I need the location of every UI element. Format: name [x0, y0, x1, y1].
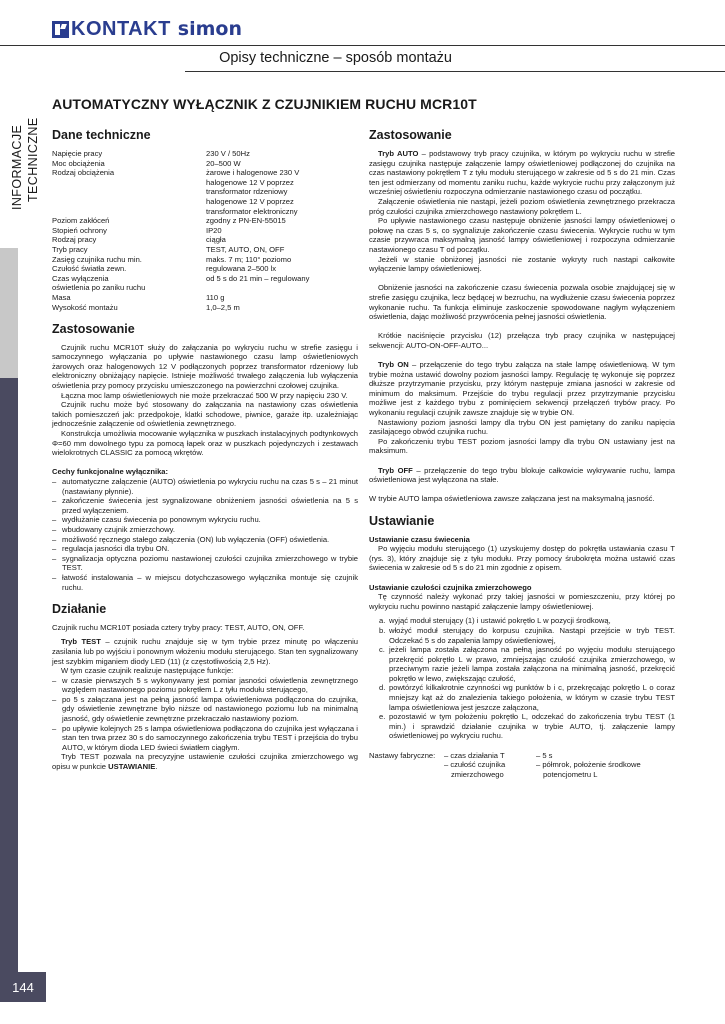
application-paragraph: Po zakończeniu trybu TEST poziom jasności lampy dla trybu ON ustawiany jest na maksimum.	[369, 436, 675, 456]
mode-auto-text: – podstawowy tryb pracy czujnika, w którym po wykryciu ruchu w strefie zasięgu czujnika następuje załączenie lampy oświetleniowej podłączonej do czujnika na czas nastawiony pokrętłem T z tyłu modułu sterującego w zakresie od 5 s do 21 min. Czas ten jest odmierzany od momentu zaniku ruchu, każde wykrycie ruchu przy załączonym już wcześniej oświetleniu rozpoczyna odmierzanie nastawionego czasu od początku.	[369, 149, 675, 197]
action-p4-text: Tryb TEST pozwala na precyzyjne ustawienie czułości czujnika zmierzchowego wg opisu w punkcie	[52, 752, 358, 772]
factory-value: potencjometru L	[543, 769, 598, 779]
list-item: – regulacja jasności dla trybu ON.	[52, 544, 358, 554]
list-item: – zakończenie świecenia jest sygnalizowane obniżeniem jasności oświetlenia na 5 s przed wyłączeniem.	[52, 496, 358, 515]
step-marker: e.	[379, 712, 386, 722]
document-title: AUTOMATYCZNY WYŁĄCZNIK Z CZUJNIKIEM RUCHU MCR10T	[52, 96, 477, 112]
spec-label: oświetlenia po zaniku ruchu	[52, 283, 146, 293]
list-item	[379, 616, 675, 626]
spec-value: od 5 s do 21 min – regulowany	[206, 273, 310, 283]
spec-label	[52, 207, 206, 217]
factory-label	[369, 770, 444, 780]
factory-item: zmierzchowego	[451, 769, 504, 779]
brand-logo-icon	[52, 21, 69, 38]
brand-name: KONTAKT	[71, 17, 171, 40]
spec-label: Poziom zakłóceń	[52, 216, 110, 226]
setup-paragraph: Po wyjęciu modułu sterującego (1) uzyskujemy dostęp do pokrętła ustawiania czasu T (rys. 3), który znajduje się z tyłu modułu. Przy pomocy śrubokręta można ustawić czas świecenia w zakresie od 5 s do 21 min zgodnie z opisem.	[369, 544, 675, 573]
list-item	[379, 683, 675, 712]
spec-label	[52, 187, 206, 197]
spec-label: Rodzaj obciążenia	[52, 168, 115, 178]
spec-label: Masa	[52, 292, 71, 302]
features-list	[52, 477, 358, 592]
step-marker: c.	[379, 645, 385, 655]
setup-paragraph: Tę czynność należy wykonać przy takiej jasności w pomieszczeniu, przy której po wykryciu ruchu powinno nastąpić załączenie lampy oświetleniowej.	[369, 592, 675, 611]
sidebar-bar-dark	[0, 378, 18, 972]
left-column	[52, 128, 358, 772]
spec-value: transformator elektroniczny	[206, 206, 298, 216]
application-paragraph: Obniżenie jasności na zakończenie czasu świecenia pozwala osobie znajdującej się w strefie zasięgu czujnika, lecz będącej w bezruchu, na wydłużenie czasu świecenia poprzez wykonanie ruchu. Ta funkcja eliminuje zaskoczenie spowodowane nagłym wyłączeniem oświetlenia, dając możliwość przywrócenia pełnej jasności oświetlenia.	[369, 283, 675, 322]
spec-value: 230 V / 50Hz	[206, 149, 250, 158]
side-label-line-1: INFORMACJE	[10, 124, 24, 210]
spec-label: Wysokość montażu	[52, 302, 118, 312]
application-paragraph: Krótkie naciśnięcie przycisku (12) przełącza tryb pracy czujnika w następującej sekwencji: AUTO-ON-OFF-AUTO...	[369, 331, 675, 350]
mode-on-paragraph	[369, 360, 675, 418]
header-title: Opisy techniczne – sposób montażu	[219, 50, 452, 66]
action-p4-ref: USTAWIANIE	[108, 762, 156, 772]
spec-value: regulowana 2–500 lx	[206, 264, 277, 274]
factory-value: – 5 s	[536, 750, 553, 760]
spec-value: transformator rdzeniowy	[206, 187, 288, 197]
mode-off-label: Tryb OFF	[378, 465, 413, 475]
factory-label: Nastawy fabryczne:	[369, 750, 436, 760]
mode-off-text: – przełączenie do tego trybu blokuje całkowicie wykrywanie ruchu, lampa oświetleniowa jest wyłączona na stałe.	[369, 465, 675, 485]
spec-value: 110 g	[206, 292, 225, 302]
spec-label: Tryb pracy	[52, 244, 88, 254]
action-paragraph	[52, 752, 358, 771]
brand-logo	[52, 17, 242, 41]
action-p4-end: .	[155, 762, 158, 772]
side-section-label	[6, 90, 46, 210]
spec-label: Napięcie pracy	[52, 149, 103, 158]
list-item: – po upływie kolejnych 25 s lampa oświetleniowa podłączona do czujnika jest wyłączana i stan ten trwa przez 30 s do samoczynnego zakończenia trybu TEST i przejścia do trybu AUTO, w którym dioda LED świeci światłem ciągłym.	[52, 724, 358, 753]
features-heading: Cechy funkcjonalne wyłącznika:	[52, 467, 169, 477]
spec-value: żarowe i halogenowe 230 V	[206, 168, 300, 178]
mode-test-text: – czujnik ruchu znajduje się w tym trybie przez minutę po włączeniu zasilania lub po wyjściu i ponownym włożeniu modułu sterującego. Stan ten sygnalizowany jest szybkim miganiem diody LED (11) (z częstotliwością 2,5 Hz).	[52, 637, 358, 666]
step-text: pozostawić w tym położeniu pokrętło L, odczekać do zakończenia trybu TEST (1 min.) i sprawdzić działanie czujnika w trybie AUTO, tj. załączenie lampy oświetleniowej po wykryciu ruchu.	[389, 712, 675, 741]
factory-value: – półmrok, położenie środkowe	[536, 760, 641, 770]
spec-value	[206, 283, 358, 293]
setup-heading: Ustawianie	[369, 513, 435, 528]
application-paragraph: W trybie AUTO lampa oświetleniowa zawsze załączana jest na maksymalną jasność.	[369, 494, 655, 504]
mode-off-paragraph	[369, 466, 675, 485]
setup-steps-list	[369, 616, 675, 741]
spec-value: IP20	[206, 225, 222, 235]
setup-time-heading: Ustawianie czasu świecenia	[369, 534, 470, 544]
mode-auto-label: Tryb AUTO	[378, 149, 419, 158]
mode-on-text: – przełączenie do tego trybu załącza na stałe lampę oświetleniową. W tym trybie można ustawić dowolny poziom jasności lampy. Regulację tę wykonuje się poprzez dłuższe przytrzymanie przycisku, przy którym następuje zmiana jasności w zakresie od minimum do maksimum. Przejście do trybu regulacji przez przytrzymanie przycisku możliwe jest z każdego trybu z pominięciem sekwencji przełączeń trybów pracy. Po wykonaniu regulacji czujnik zawsze znajduje się w trybie ON.	[369, 360, 675, 418]
header-divider	[0, 45, 725, 46]
factory-item: – czułość czujnika	[444, 760, 506, 770]
usage-paragraph: Czujnik ruchu MCR10T służy do załączania po wykryciu ruchu w strefie zasięgu i samoczynnego wyłączania po upływie nastawionego czasu lamp oświetleniowych żarowych oraz halogenowych 12 V podłączonych poprzez transformator rdzeniowy lub elektroniczny obniżający napięcie. Istnieje możliwość trwałego załączenia lub wyłączenia oświetlenia przy pomocy przycisku umieszczonego na powierzchni czołowej czujnika.	[52, 342, 358, 391]
list-item: – sygnalizacja optyczna poziomu nastawionej czułości czujnika zmierzchowego w trybie TEST.	[52, 554, 358, 573]
step-text: jeżeli lampa została załączona na pełną jasność po wyjęciu modułu sterującego przekręcić pokrętło L w prawo, zmniejszając czułość czujnika zmierzchowego, w przeciwnym razie jeżeli lampa została załączona na minimalną jasność, przekręcić pokrętło w lewo, zwiększając czułość,	[389, 645, 675, 683]
step-marker: b.	[379, 625, 386, 635]
spec-value: halogenowe 12 V poprzez	[206, 196, 294, 206]
spec-label	[52, 178, 206, 188]
usage-paragraph: Łączna moc lamp oświetleniowych nie może przekraczać 500 W przy napięciu 230 V.	[61, 390, 348, 400]
spec-value: maks. 7 m; 110° poziomo	[206, 254, 292, 264]
spec-value: halogenowe 12 V poprzez	[206, 177, 294, 187]
action-paragraph: Czujnik ruchu MCR10T posiada cztery tryby pracy: TEST, AUTO, ON, OFF.	[52, 622, 305, 632]
action-paragraph: W tym czasie czujnik realizuje następujące funkcje:	[61, 666, 234, 676]
right-column	[369, 128, 675, 779]
spec-label: Moc obciążenia	[52, 158, 105, 168]
step-text: włożyć moduł sterujący do korpusu czujnika. Nastąpi przejście w tryb TEST. Odczekać 5 s do zapalenia lampy oświetleniowej,	[389, 625, 675, 645]
setup-sensitivity-heading: Ustawianie czułości czujnika zmierzchowego	[369, 582, 532, 592]
application-paragraph: Nastawiony poziom jasności lampy dla trybu ON jest pamiętany do zaniku napięcia zasilającego obwód czujnika ruchu.	[369, 417, 675, 437]
mode-auto-paragraph	[369, 149, 675, 197]
step-marker: d.	[379, 683, 386, 693]
side-label-line-2: TECHNICZNE	[26, 117, 40, 202]
spec-label: Czułość światła zewn.	[52, 264, 127, 274]
spec-label	[52, 197, 206, 207]
spec-value: zgodny z PN-EN-55015	[206, 216, 286, 226]
spec-value: TEST, AUTO, ON, OFF	[206, 244, 285, 254]
usage-heading: Zastosowanie	[52, 321, 135, 336]
step-text: wyjąć moduł sterujący (1) i ustawić pokrętło L w pozycji środkową,	[389, 616, 611, 626]
spec-value: 20–500 W	[206, 158, 241, 168]
list-item	[379, 712, 675, 741]
spec-value: 1,0–2,5 m	[206, 302, 240, 312]
action-list	[52, 676, 358, 753]
list-item: – automatyczne załączenie (AUTO) oświetlenia po wykryciu ruchu na czas 5 s – 21 minut (nastawiany płynnie).	[52, 477, 358, 496]
usage-paragraph: Konstrukcja umożliwia mocowanie wyłącznika w puszkach instalacyjnych podtynkowych Φ=60 mm dowolnego typu za pomocą łapek oraz w puszkach pojedynczych i zestawach wielokrotnych CLASSIC za pomocą wkrętów.	[52, 429, 358, 458]
list-item: – możliwość ręcznego stałego załączenia (ON) lub wyłączenia (OFF) oświetlenia.	[52, 535, 358, 545]
list-item: – po 5 s załączana jest na pełną jasność lampa oświetleniowa podłączona do czujnika, gdy oświetlenie zewnętrzne było niższe od nastawionego poziomu lub na minimalną jasność, gdy oświetlenie zewnętrzne przekraczało nastawiony poziom.	[52, 695, 358, 724]
spec-label: Zasięg czujnika ruchu min.	[52, 254, 142, 264]
spec-label: Czas wyłączenia	[52, 273, 109, 283]
mode-test-label: Tryb TEST	[61, 637, 101, 647]
factory-item: – czas działania T	[444, 750, 505, 760]
tech-heading: Dane techniczne	[52, 128, 151, 142]
list-item: – łatwość instalowania – w miejscu dotychczasowego wyłącznika montuje się czujnik ruchu.	[52, 573, 358, 592]
spec-value: ciągła	[206, 235, 226, 245]
list-item	[379, 626, 675, 645]
list-item	[379, 645, 675, 683]
application-heading: Zastosowanie	[369, 128, 452, 142]
sidebar-bar-light	[0, 248, 18, 378]
application-paragraph: Po upływie nastawionego czasu następuje obniżenie jasności lampy oświetleniowej o połowę na czas 5 s, co sygnalizuje zakończenie czasu świecenia. Wykrycie ruchu w tym czasie przywraca maksymalną jasność lampy oświetleniowej i rozpoczyna odmierzanie nastawionego czasu T od początku.	[369, 216, 675, 254]
list-item: – wbudowany czujnik zmierzchowy.	[52, 525, 358, 535]
step-marker: a.	[379, 616, 386, 626]
step-text: powtórzyć kilkakrotnie czynności wg punktów b i c, przekręcając pokrętło L o coraz mniejszy kąt aż do znalezienia takiego położenia, w którym w czasie trybu TEST lampa oświetleniowa jest jeszcze załączona,	[389, 683, 675, 712]
application-paragraph: Załączenie oświetlenia nie nastąpi, jeżeli poziom oświetlenia zewnętrznego przekracza próg czułości czujnika zmierzchowego nastawiony pokrętłem L.	[369, 196, 675, 216]
page-number: 144	[0, 972, 46, 1002]
spec-label: Stopień ochrony	[52, 225, 107, 235]
tech-spec-table	[52, 149, 358, 312]
action-test-paragraph	[52, 637, 358, 666]
list-item: – w czasie pierwszych 5 s wykonywany jest pomiar jasności oświetlenia zewnętrznego względem nastawionego poziomu pokrętłem L z tyłu modułu sterującego,	[52, 676, 358, 695]
brand-sub: simon	[177, 18, 242, 40]
mode-on-label: Tryb ON	[378, 360, 409, 370]
action-heading: Działanie	[52, 601, 107, 616]
header-divider-lower	[185, 71, 725, 72]
spec-label: Rodzaj pracy	[52, 235, 97, 245]
factory-label	[369, 760, 444, 770]
factory-settings	[369, 751, 675, 780]
application-paragraph: Jeżeli w stanie obniżonej jasności nie zostanie wykryty ruch nastąpi całkowite wyłączenie lampy oświetleniowej.	[369, 254, 675, 274]
usage-paragraph: Czujnik ruchu może być stosowany do załączania na nastawiony czas oświetlenia takich pomieszczeń jak: przedpokoje, klatki schodowe, piwnice, garaże itp. uzależniając jednocześnie załączenie od oświetlenia zewnętrznego.	[52, 400, 358, 429]
list-item: – wydłużanie czasu świecenia po ponownym wykryciu ruchu.	[52, 515, 358, 525]
